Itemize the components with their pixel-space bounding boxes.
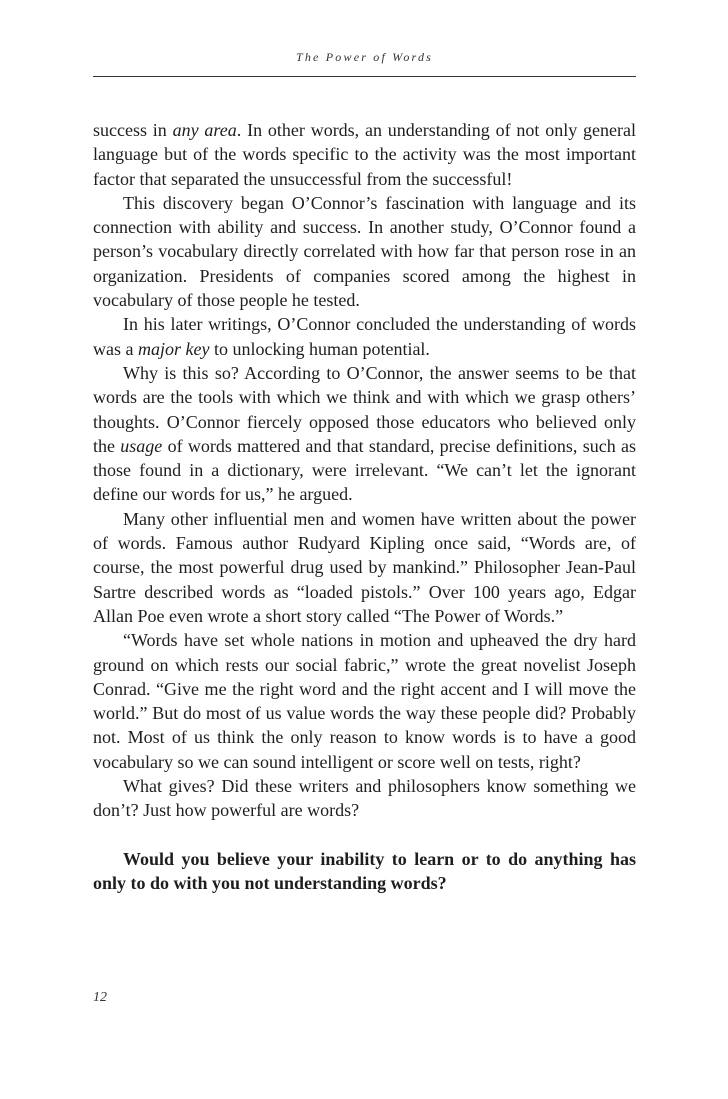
paragraph-4-emphasis: usage <box>120 435 163 456</box>
paragraph-5: Many other influential men and women have written about the power of words. Famous author Rudyard Kipling once said, “Words are, of course, the most powerful drug used by mankind.” Philosopher Jean-Paul Sartre described words as “loaded pistols.” Over 100 years ago, Edgar Allan Poe even wrote a short story called “The Power of Words.” <box>93 508 636 626</box>
paragraph-4 <box>93 361 636 507</box>
page-number: 12 <box>93 990 107 1005</box>
book-page <box>93 0 636 1099</box>
paragraph-1 <box>93 118 636 191</box>
paragraph-3-text-b: to unlocking human potential. <box>209 338 430 359</box>
paragraph-3-text-a: In his later writings, O’Connor concluded the understanding of words was a <box>93 314 636 359</box>
running-head: The Power of Words <box>295 50 434 64</box>
paragraph-4-text-b: of words mattered and that standard, precise definitions, such as those found in a dictionary, were irrelevant. “We can’t let the ignorant define our words for us,” he argued. <box>93 435 636 505</box>
paragraph-1-text-a: success in <box>93 120 173 140</box>
paragraph-1-emphasis: any area <box>172 120 237 140</box>
paragraph-7: What gives? Did these writers and philosophers know something we don’t? Just how powerful are words? <box>93 776 636 821</box>
paragraph-2: This discovery began O’Connor’s fascination with language and its connection with ability and success. In another study, O’Connor found a person’s vocabulary directly correlated with how far that person rose in an organization. Presidents of companies scored among the highest in vocabulary of those people he tested. <box>93 192 636 311</box>
paragraph-6: “Words have set whole nations in motion and upheaved the dry hard ground on which rests our social fabric,” wrote the great novelist Joseph Conrad. “Give me the right word and the right accent and I will move the world.” But do most of us value words the way these people did? Probably not. Most of us think the only reason to know words is to have a good vocabulary so we can sound intelligent or score well on tests, right? <box>93 630 636 772</box>
paragraph-3-emphasis: major key <box>137 338 210 359</box>
bold-question: Would you believe your inability to learn or to do anything has only to do with you not understanding words? <box>93 848 636 893</box>
body-text <box>93 118 636 895</box>
paragraph-4-text-a: Why is this so? According to O’Connor, the answer seems to be that words are the tools with which we think and with which we grasp others’ thoughts. O’Connor fiercely opposed those educators who believed only the <box>93 362 636 456</box>
paragraph-1-text-b: . In other words, an understanding of not only general language but of the words specific to the activity was the most important factor that separated the unsuccessful from the successful! <box>93 120 637 189</box>
paragraph-3 <box>93 312 636 361</box>
header-rule <box>93 76 636 77</box>
